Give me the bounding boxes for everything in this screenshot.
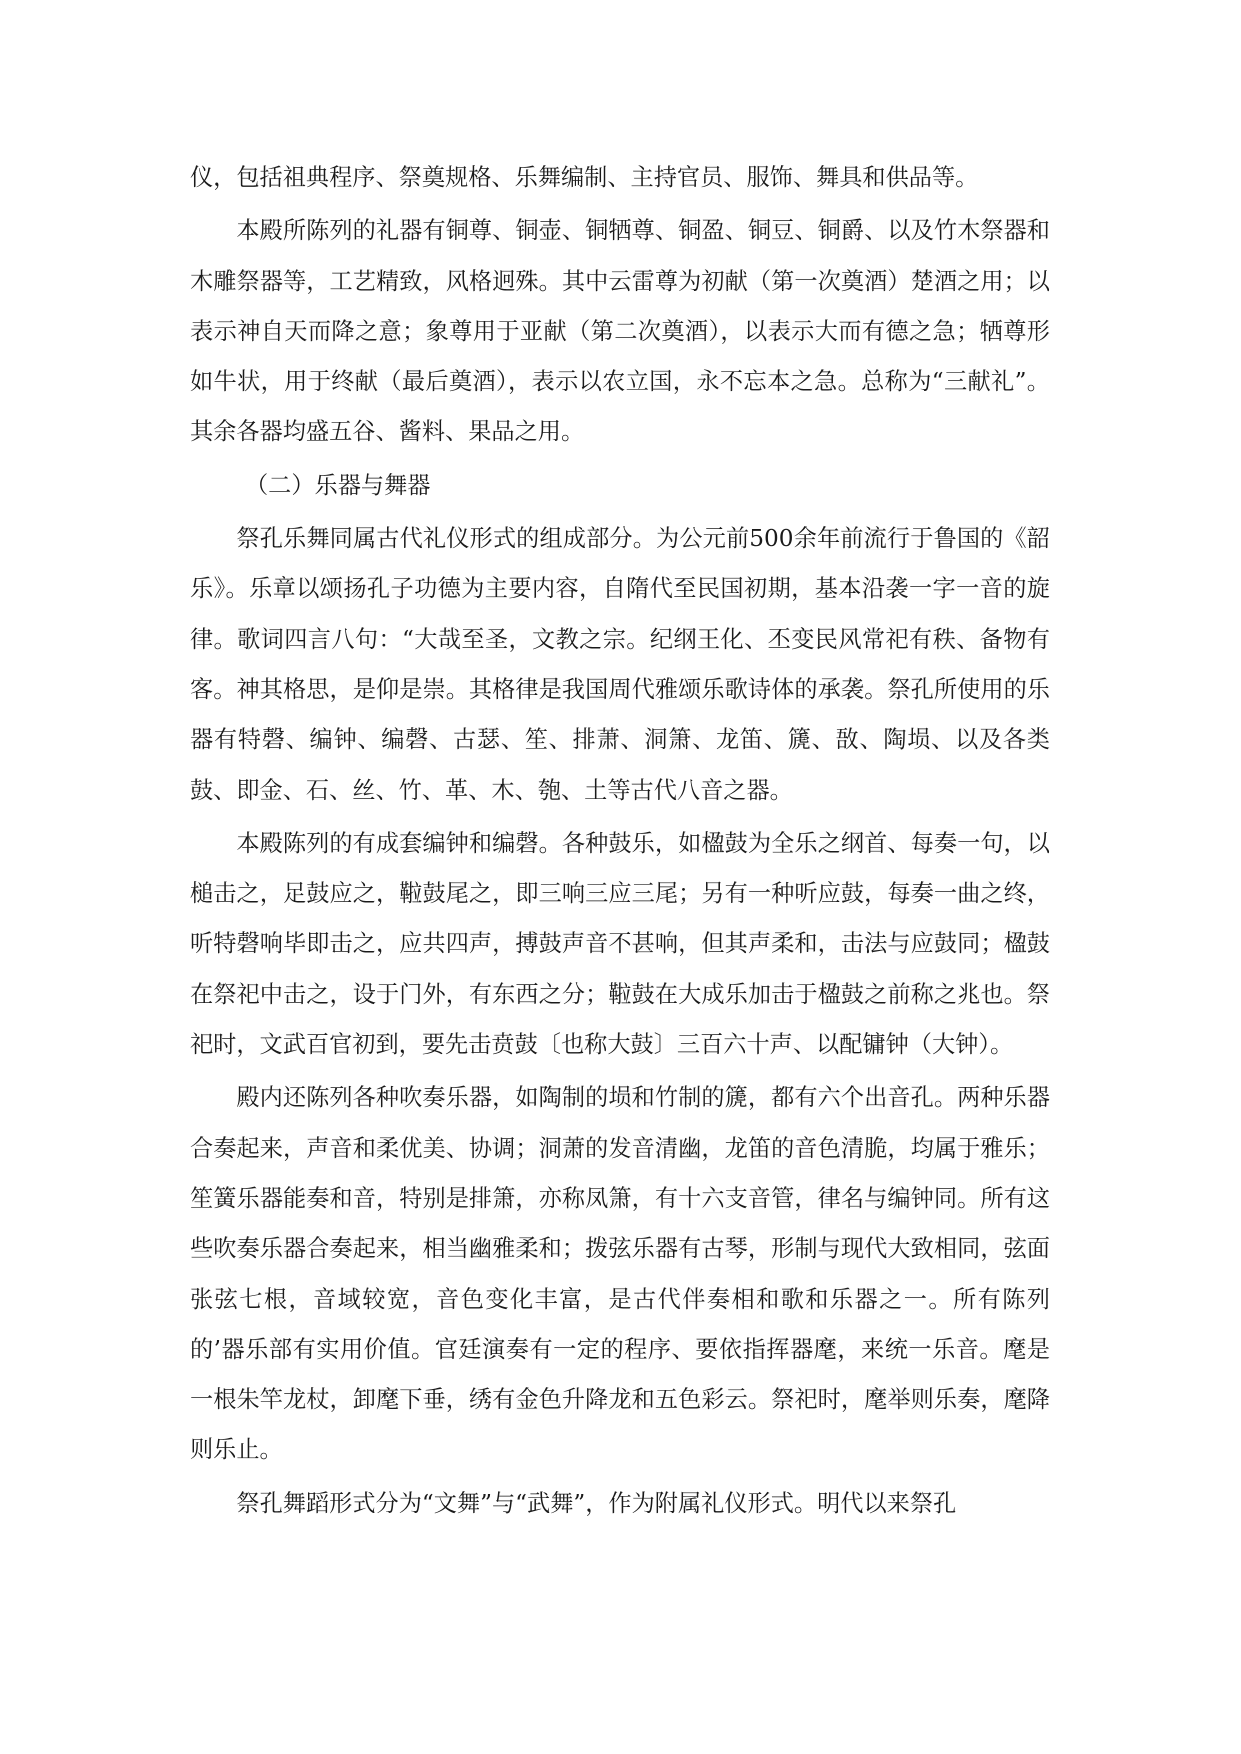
- paragraph-wind-instruments: 殿内还陈列各种吹奏乐器，如陶制的埙和竹制的篪，都有六个出音孔。两种乐器合奏起来，声音和柔优美、协调；洞萧的发音清幽，龙笛的音色清脆，均属于雅乐；笙簧乐器能奏和音，特别是排箫，亦称凤箫，有十六支音管，律名与编钟同。所有这些吹奏乐器合奏起来，相当幽雅柔和；拨弦乐器有古琴，形制与现代大致相同，弦面张弦七根，音域较宽，音色变化丰富，是古代伴奏相和歌和乐器之一。所有陈列的’器乐部有实用价值。官廷演奏有一定的程序、要依指挥器麾，来统一乐音。麾是一根朱竿龙杖，卸麾下垂，绣有金色升降龙和五色彩云。祭祀时，麾举则乐奏，麾降则乐止。: [190, 1084, 1050, 1464]
- section-heading-instruments: （二）乐器与舞器: [245, 471, 431, 499]
- paragraph-bells-drums: 本殿陈列的有成套编钟和编磬。各种鼓乐，如楹鼓为全乐之纲首、每奏一句，以槌击之，足鼓应之，鞡鼓尾之，即三响三应三尾；另有一种听应鼓，每奏一曲之终，听特磬响毕即击之，应共四声，搏鼓声音不甚响，但其声柔和，击法与应鼓同；楹鼓在祭祀中击之，设于门外，有东西之分；鞡鼓在大成乐加击于楹鼓之前称之兆也。祭祀时，文武百官初到，要先击贲鼓〔也称大鼓〕三百六十声、以配镛钟（大钟）。: [190, 829, 1050, 1059]
- paragraph-dance-forms: 祭孔舞蹈形式分为“文舞”与“武舞”，作为附属礼仪形式。明代以来祭孔: [236, 1489, 957, 1517]
- paragraph-ritual-continuation: 仪，包括祖典程序、祭奠规格、乐舞编制、主持官员、服饰、舞具和供品等。: [190, 164, 979, 191]
- document-body: [190, 153, 1050, 1532]
- paragraph-music-dance: 祭孔乐舞同属古代礼仪形式的组成部分。为公元前500余年前流行于鲁国的《韶乐》。乐章以颂扬孔子功德为主要内容，自隋代至民国初期，基本沿袭一字一音的旋律。歌词四言八句：“大哉至圣，文教之宗。纪纲王化、丕变民风常祀有秩、备物有客。神其格思，是仰是崇。其格律是我国周代雅颂乐歌诗体的承袭。祭孔所使用的乐器有特磬、编钟、编磬、古瑟、笙、排萧、洞箫、龙笛、篪、敔、陶埙、以及各类鼓、即金、石、丝、竹、革、木、匏、土等古代八音之器。: [190, 525, 1050, 804]
- paragraph-ritual-vessels: 本殿所陈列的礼器有铜尊、铜壶、铜牺尊、铜盈、铜豆、铜爵、以及竹木祭器和木雕祭器等，工艺精致，风格迥殊。其中云雷尊为初献（第一次奠酒）楚酒之用；以表示神自天而降之意；象尊用于亚献（第二次奠酒），以表示大而有德之急；牺尊形如牛状，用于终献（最后奠酒），表示以农立国，永不忘本之急。总称为“三献礼”。其余各器均盛五谷、酱料、果品之用。: [190, 217, 1050, 446]
